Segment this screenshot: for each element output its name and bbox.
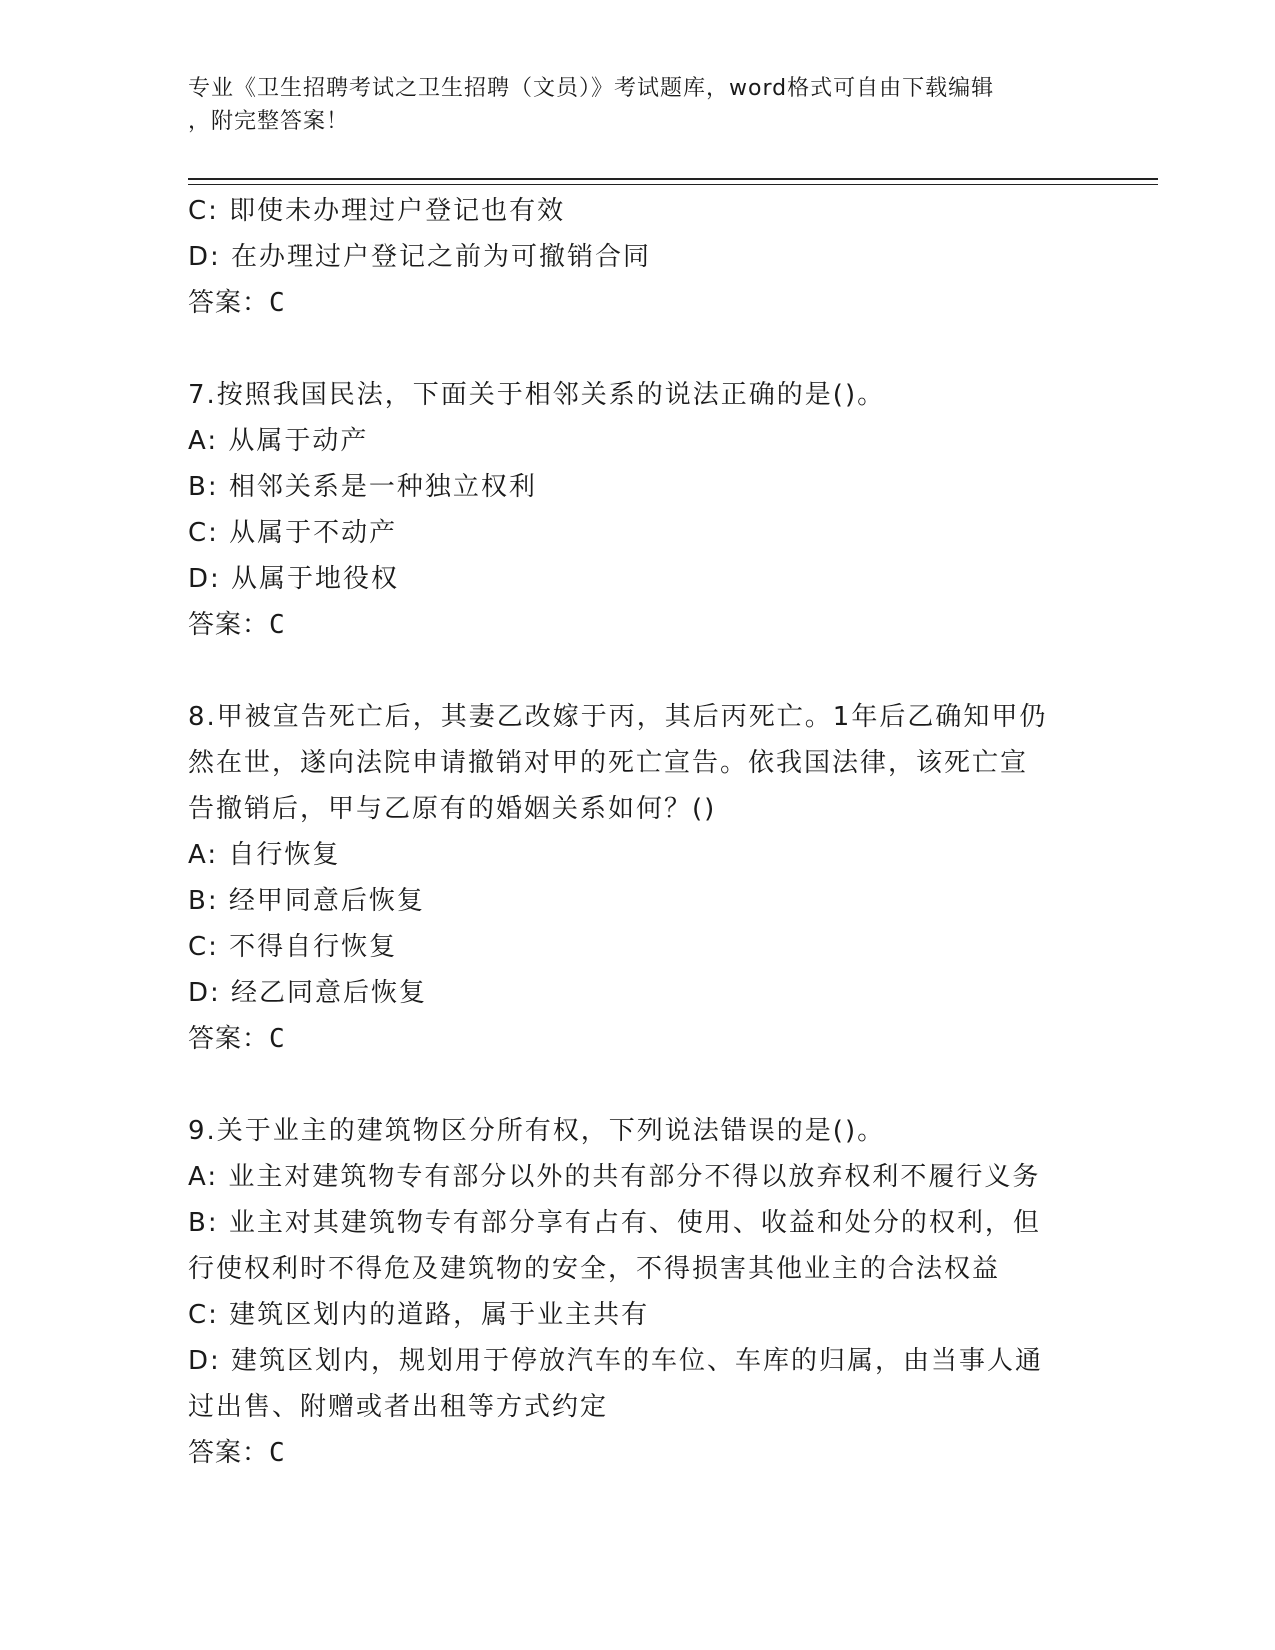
q8-option-a: A: 自行恢复 [188,840,341,870]
q7-answer: 答案：C [188,610,286,640]
q8-text-line-2: 然在世，遂向法院申请撤销对甲的死亡宣告。依我国法律，该死亡宣 [188,748,1029,778]
q9-text: 9.关于业主的建筑物区分所有权，下列说法错误的是()。 [188,1116,886,1146]
q7-option-b: B: 相邻关系是一种独立权利 [188,472,537,502]
q9-option-c: C: 建筑区划内的道路，属于业主共有 [188,1300,650,1330]
q8-text-line-1: 8.甲被宣告死亡后，其妻乙改嫁于丙，其后丙死亡。1年后乙确知甲仍 [188,702,1048,732]
spacer [188,326,1088,372]
prev-option-d: D: 在办理过户登记之前为可撤销合同 [188,242,652,272]
question-list [188,188,1088,1476]
prev-answer: 答案：C [188,288,286,318]
q9-option-d-line-1: D: 建筑区划内，规划用于停放汽车的车位、车库的归属，由当事人通 [188,1346,1044,1376]
q9-answer: 答案：C [188,1438,286,1468]
q8-option-b: B: 经甲同意后恢复 [188,886,425,916]
q8-answer: 答案：C [188,1024,286,1054]
spacer [188,648,1088,694]
spacer [188,1062,1088,1108]
header-line-2: ，附完整答案！ [188,109,350,134]
q9-option-b-line-1: B: 业主对其建筑物专有部分享有占有、使用、收益和处分的权利，但 [188,1208,1041,1238]
q9-option-d-line-2: 过出售、附赠或者出租等方式约定 [188,1392,609,1422]
prev-option-c: C: 即使未办理过户登记也有效 [188,196,566,226]
q7-option-d: D: 从属于地役权 [188,564,400,594]
q8-text-line-3: 告撤销后，甲与乙原有的婚姻关系如何？() [188,794,717,824]
header-divider [188,178,1158,185]
q7-option-c: C: 从属于不动产 [188,518,398,548]
q9-option-a: A: 业主对建筑物专有部分以外的共有部分不得以放弃权利不履行义务 [188,1162,1041,1192]
document-header [188,72,1088,138]
header-line-1: 专业《卫生招聘考试之卫生招聘（文员）》考试题库，word格式可自由下载编辑 [188,76,995,101]
q8-option-d: D: 经乙同意后恢复 [188,978,428,1008]
q7-option-a: A: 从属于动产 [188,426,369,456]
q9-option-b-line-2: 行使权利时不得危及建筑物的安全，不得损害其他业主的合法权益 [188,1254,1001,1284]
q8-option-c: C: 不得自行恢复 [188,932,398,962]
q7-text: 7.按照我国民法，下面关于相邻关系的说法正确的是()。 [188,380,886,410]
